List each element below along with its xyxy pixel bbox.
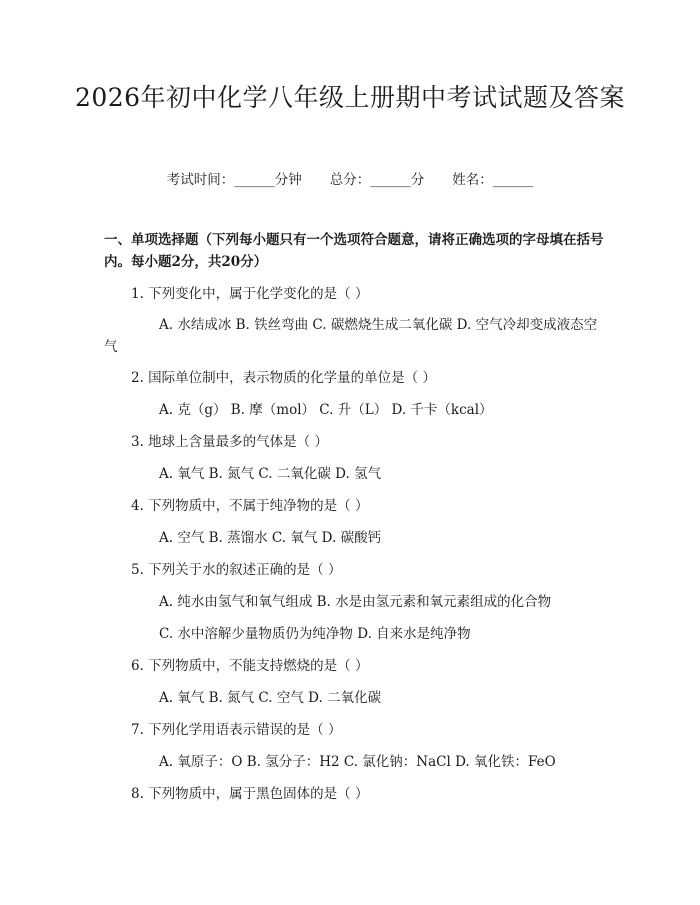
total-score-field: 总分：______分 <box>329 172 425 188</box>
question-2: 2. 国际单位制中，表示物质的化学量的单位是（ ） <box>131 370 436 386</box>
question-4: 4. 下列物质中，不属于纯净物的是（ ） <box>131 498 369 514</box>
question-3: 3. 地球上含量最多的气体是（ ） <box>131 434 328 450</box>
question-2-options: A. 克（g） B. 摩（mol） C. 升（L） D. 千卡（kcal） <box>159 402 493 418</box>
question-1-options: A. 水结成冰 B. 铁丝弯曲 C. 碳燃烧生成二氧化碳 D. 空气冷却变成液态空气 <box>104 317 598 355</box>
question-5: 5. 下列关于水的叙述正确的是（ ） <box>131 562 342 578</box>
section-header: 一、单项选择题（下列每小题只有一个选项符合题意，请将正确选项的字母填在括号内。每小题2分，共20分） <box>104 232 604 270</box>
question-5-options-line-2: C. 水中溶解少量物质仍为纯净物 D. 自来水是纯净物 <box>159 626 471 642</box>
question-6-options: A. 氧气 B. 氮气 C. 空气 D. 二氧化碳 <box>159 690 382 706</box>
question-1: 1. 下列变化中，属于化学变化的是（ ） <box>131 286 369 302</box>
question-6: 6. 下列物质中，不能支持燃烧的是（ ） <box>131 658 369 674</box>
question-8: 8. 下列物质中，属于黑色固体的是（ ） <box>131 786 369 802</box>
question-7-options: A. 氧原子：O B. 氢分子：H2 C. 氯化钠：NaCl D. 氧化铁：FeO <box>159 754 556 770</box>
exam-meta <box>0 168 700 188</box>
question-3-options: A. 氧气 B. 氮气 C. 二氧化碳 D. 氢气 <box>159 466 382 482</box>
question-5-options-line-1: A. 纯水由氢气和氧气组成 B. 水是由氢元素和氧元素组成的化合物 <box>159 594 552 610</box>
page-title: 2026年初中化学八年级上册期中考试试题及答案 <box>74 83 626 112</box>
question-4-options: A. 空气 B. 蒸馏水 C. 氧气 D. 碳酸钙 <box>159 530 382 546</box>
exam-time-field: 考试时间：______分钟 <box>166 172 302 188</box>
student-name-field: 姓名：______ <box>452 172 534 188</box>
question-7: 7. 下列化学用语表示错误的是（ ） <box>131 722 342 738</box>
